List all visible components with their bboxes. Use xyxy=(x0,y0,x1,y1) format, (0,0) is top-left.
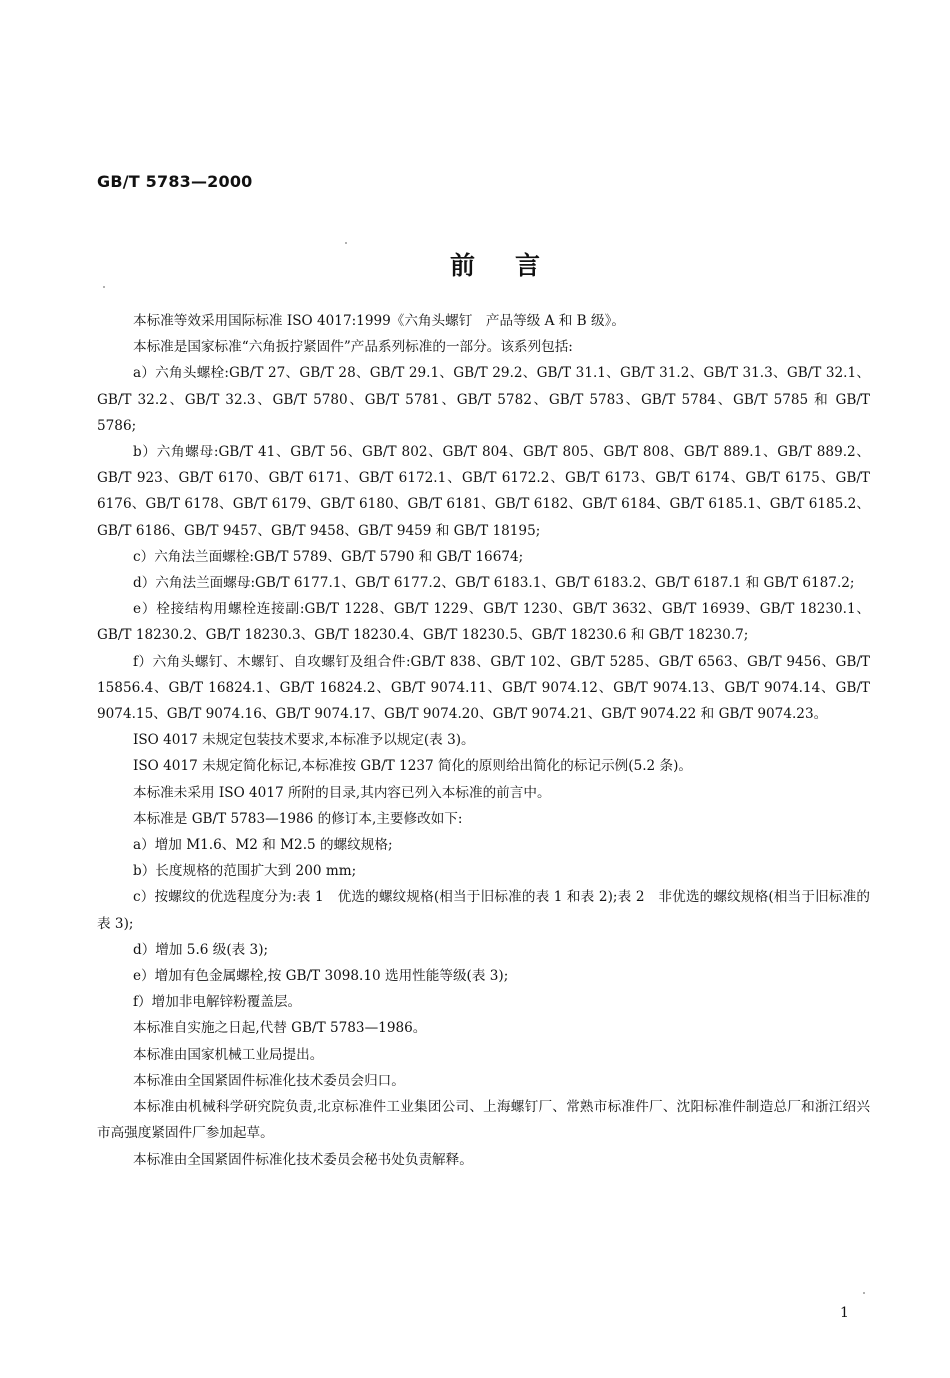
paragraph: 本标准由国家机械工业局提出。 xyxy=(133,1046,324,1063)
paragraph: 本标准由机械科学研究院负责,北京标准件工业集团公司、上海螺钉厂、常熟市标准件厂、沈阳标准件制造总厂和浙江绍兴市高强度紧固件厂参加起草。 xyxy=(97,1099,870,1142)
scan-speck xyxy=(103,286,105,288)
paragraph: 本标准由全国紧固件标准化技术委员会秘书处负责解释。 xyxy=(133,1151,473,1168)
list-item: f）六角头螺钉、木螺钉、自攻螺钉及组合件:GB/T 838、GB/T 102、GB/T 5285、GB/T 6563、GB/T 9456、GB/T 15856.4、GB/T 16824.1、GB/T 16824.2、GB/T 9074.11、GB/T 9074.12、GB/T 9074.13、GB/T 9074.14、GB/T 9074.15、GB/T 9074.16、GB/T 9074.17、GB/T 9074.20、GB/T 9074.21、GB/T 9074.22 和 GB/T 9074.23。 xyxy=(97,653,870,723)
page-number: 1 xyxy=(840,1305,849,1321)
paragraph: 本标准是 GB/T 5783—1986 的修订本,主要修改如下: xyxy=(133,810,463,827)
list-item: f）增加非电解锌粉覆盖层。 xyxy=(133,994,302,1011)
paragraph: 本标准是国家标准“六角扳拧紧固件”产品系列标准的一部分。该系列包括: xyxy=(133,339,573,356)
scan-speck xyxy=(863,1292,865,1294)
list-item: a）增加 M1.6、M2 和 M2.5 的螺纹规格; xyxy=(133,837,393,854)
standard-code: GB/T 5783—2000 xyxy=(97,172,253,191)
list-item: e）增加有色金属螺栓,按 GB/T 3098.10 选用性能等级(表 3); xyxy=(133,968,509,985)
list-item: c）按螺纹的优选程度分为:表 1 优选的螺纹规格(相当于旧标准的表 1 和表 2);表 2 非优选的螺纹规格(相当于旧标准的表 3); xyxy=(97,889,870,932)
paragraph: 本标准等效采用国际标准 ISO 4017:1999《六角头螺钉 产品等级 A 和 B 级》。 xyxy=(133,313,625,329)
foreword-body xyxy=(97,308,870,1173)
scan-speck xyxy=(345,242,347,244)
paragraph: 本标准自实施之日起,代替 GB/T 5783—1986。 xyxy=(133,1020,427,1037)
list-item: d）六角法兰面螺母:GB/T 6177.1、GB/T 6177.2、GB/T 6183.1、GB/T 6183.2、GB/T 6187.1 和 GB/T 6187.2; xyxy=(133,575,855,592)
list-item: b）长度规格的范围扩大到 200 mm; xyxy=(133,863,357,880)
paragraph: 本标准由全国紧固件标准化技术委员会归口。 xyxy=(133,1072,405,1089)
list-item: d）增加 5.6 级(表 3); xyxy=(133,941,269,958)
list-item: e）栓接结构用螺栓连接副:GB/T 1228、GB/T 1229、GB/T 1230、GB/T 3632、GB/T 16939、GB/T 18230.1、GB/T 18230.2、GB/T 18230.3、GB/T 18230.4、GB/T 18230.5、GB/T 18230.6 和 GB/T 18230.7; xyxy=(97,601,870,644)
list-item: c）六角法兰面螺栓:GB/T 5789、GB/T 5790 和 GB/T 16674; xyxy=(133,548,524,565)
paragraph: 本标准未采用 ISO 4017 所附的目录,其内容已列入本标准的前言中。 xyxy=(133,784,551,801)
paragraph: ISO 4017 未规定包装技术要求,本标准予以规定(表 3)。 xyxy=(133,732,475,749)
list-item: b）六角螺母:GB/T 41、GB/T 56、GB/T 802、GB/T 804、GB/T 805、GB/T 808、GB/T 889.1、GB/T 889.2、GB/T 923、GB/T 6170、GB/T 6171、GB/T 6172.1、GB/T 6172.2、GB/T 6173、GB/T 6174、GB/T 6175、GB/T 6176、GB/T 6178、GB/T 6179、GB/T 6180、GB/T 6181、GB/T 6182、GB/T 6184、GB/T 6185.1、GB/T 6185.2、GB/T 6186、GB/T 9457、GB/T 9458、GB/T 9459 和 GB/T 18195; xyxy=(97,444,870,539)
page-title: 前言 xyxy=(449,251,580,280)
paragraph: ISO 4017 未规定简化标记,本标准按 GB/T 1237 简化的原则给出简化的标记示例(5.2 条)。 xyxy=(133,758,693,775)
list-item: a）六角头螺栓:GB/T 27、GB/T 28、GB/T 29.1、GB/T 29.2、GB/T 31.1、GB/T 31.2、GB/T 31.3、GB/T 32.1、GB/T 32.2、GB/T 32.3、GB/T 5780、GB/T 5781、GB/T 5782、GB/T 5783、GB/T 5784、GB/T 5785 和 GB/T 5786; xyxy=(97,365,870,434)
